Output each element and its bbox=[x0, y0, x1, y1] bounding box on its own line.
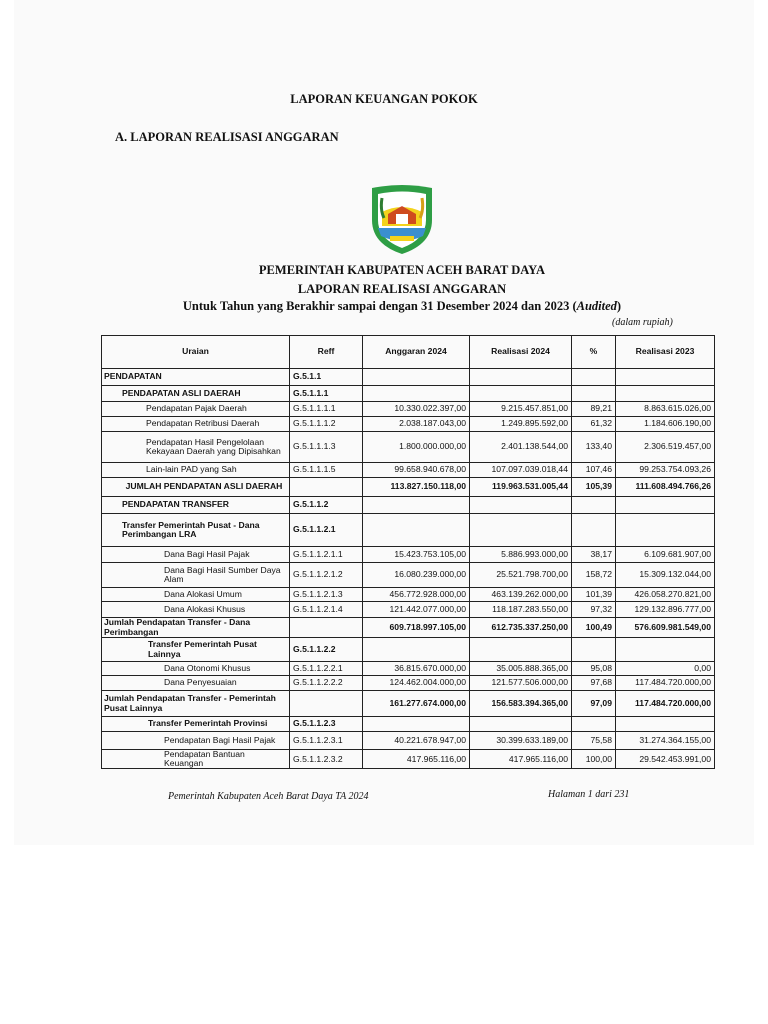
cell-percent: 97,32 bbox=[572, 602, 616, 618]
table-row bbox=[102, 588, 715, 602]
cell-reff: G.5.1.1.2.2.2 bbox=[290, 676, 363, 691]
cell-uraian: Pendapatan Retribusi Daerah bbox=[102, 417, 290, 432]
header-reff: Reff bbox=[290, 336, 363, 369]
header-uraian: Uraian bbox=[102, 336, 290, 369]
cell-percent: 89,21 bbox=[572, 402, 616, 417]
cell-anggaran-2024: 16.080.239.000,00 bbox=[363, 563, 470, 588]
table-row bbox=[102, 638, 715, 662]
cell-anggaran-2024: 2.038.187.043,00 bbox=[363, 417, 470, 432]
cell-realisasi-2024: 5.886.993.000,00 bbox=[470, 547, 572, 563]
table-row bbox=[102, 602, 715, 618]
cell-uraian: Dana Alokasi Khusus bbox=[102, 602, 290, 618]
cell-percent: 97,09 bbox=[572, 691, 616, 717]
table-row bbox=[102, 386, 715, 402]
cell-realisasi-2024: 9.215.457.851,00 bbox=[470, 402, 572, 417]
cell-anggaran-2024 bbox=[363, 497, 470, 514]
cell-reff: G.5.1.1.1.3 bbox=[290, 432, 363, 463]
cell-reff: G.5.1.1.2.3.1 bbox=[290, 732, 363, 750]
cell-realisasi-2023 bbox=[616, 369, 715, 386]
cell-reff: G.5.1.1.2.1.4 bbox=[290, 602, 363, 618]
cell-realisasi-2024 bbox=[470, 497, 572, 514]
cell-realisasi-2023: 6.109.681.907,00 bbox=[616, 547, 715, 563]
cell-realisasi-2023: 117.484.720.000,00 bbox=[616, 676, 715, 691]
cell-reff: G.5.1.1.2 bbox=[290, 497, 363, 514]
cell-percent: 97,68 bbox=[572, 676, 616, 691]
table-row bbox=[102, 563, 715, 588]
table-row bbox=[102, 514, 715, 547]
cell-percent bbox=[572, 514, 616, 547]
cell-uraian: JUMLAH PENDAPATAN ASLI DAERAH bbox=[102, 478, 290, 497]
cell-reff bbox=[290, 618, 363, 638]
cell-percent bbox=[572, 386, 616, 402]
budget-realization-table bbox=[101, 335, 715, 769]
header-realisasi-2023: Realisasi 2023 bbox=[616, 336, 715, 369]
report-title: LAPORAN REALISASI ANGGARAN bbox=[297, 282, 507, 296]
report-entity-title: PEMERINTAH KABUPATEN ACEH BARAT DAYA bbox=[258, 263, 546, 277]
cell-realisasi-2024 bbox=[470, 717, 572, 732]
cell-anggaran-2024: 99.658.940.678,00 bbox=[363, 463, 470, 478]
cell-percent: 158,72 bbox=[572, 563, 616, 588]
cell-realisasi-2024: 25.521.798.700,00 bbox=[470, 563, 572, 588]
cell-realisasi-2023: 0,00 bbox=[616, 662, 715, 676]
report-period-audited: Audited bbox=[576, 299, 617, 313]
report-period-prefix: Untuk Tahun yang Berakhir sampai dengan 31 Desember 2024 dan 2023 ( bbox=[182, 299, 577, 313]
cell-anggaran-2024: 36.815.670.000,00 bbox=[363, 662, 470, 676]
cell-realisasi-2023: 8.863.615.026,00 bbox=[616, 402, 715, 417]
cell-uraian: PENDAPATAN ASLI DAERAH bbox=[102, 386, 290, 402]
cell-realisasi-2024: 107.097.039.018,44 bbox=[470, 463, 572, 478]
cell-realisasi-2024: 121.577.506.000,00 bbox=[470, 676, 572, 691]
cell-realisasi-2024 bbox=[470, 369, 572, 386]
cell-realisasi-2023 bbox=[616, 386, 715, 402]
cell-anggaran-2024: 113.827.150.118,00 bbox=[363, 478, 470, 497]
table-row bbox=[102, 676, 715, 691]
cell-reff: G.5.1.1.2.1.1 bbox=[290, 547, 363, 563]
table-header-row bbox=[102, 336, 715, 369]
table-row bbox=[102, 432, 715, 463]
cell-percent: 38,17 bbox=[572, 547, 616, 563]
cell-realisasi-2023: 15.309.132.044,00 bbox=[616, 563, 715, 588]
cell-realisasi-2024: 463.139.262.000,00 bbox=[470, 588, 572, 602]
cell-uraian: Pendapatan Pajak Daerah bbox=[102, 402, 290, 417]
cell-anggaran-2024 bbox=[363, 717, 470, 732]
cell-percent: 105,39 bbox=[572, 478, 616, 497]
cell-uraian: Dana Bagi Hasil Sumber Daya Alam bbox=[102, 563, 290, 588]
cell-anggaran-2024 bbox=[363, 638, 470, 662]
cell-reff bbox=[290, 691, 363, 717]
cell-uraian: PENDAPATAN TRANSFER bbox=[102, 497, 290, 514]
cell-reff: G.5.1.1.2.1 bbox=[290, 514, 363, 547]
table-row bbox=[102, 618, 715, 638]
cell-uraian: Dana Bagi Hasil Pajak bbox=[102, 547, 290, 563]
table-row bbox=[102, 750, 715, 769]
report-period-suffix: ) bbox=[616, 299, 622, 313]
cell-uraian: Dana Otonomi Khusus bbox=[102, 662, 290, 676]
cell-realisasi-2023: 117.484.720.000,00 bbox=[616, 691, 715, 717]
cell-reff: G.5.1.1.2.2.1 bbox=[290, 662, 363, 676]
cell-uraian: Transfer Pemerintah Provinsi bbox=[102, 717, 290, 732]
aceh-barat-daya-emblem-icon bbox=[366, 184, 438, 256]
table-row bbox=[102, 717, 715, 732]
cell-percent bbox=[572, 717, 616, 732]
table-row bbox=[102, 478, 715, 497]
cell-percent bbox=[572, 497, 616, 514]
currency-note: (dalam rupiah) bbox=[612, 317, 673, 328]
cell-realisasi-2024 bbox=[470, 514, 572, 547]
report-period bbox=[0, 299, 768, 314]
cell-realisasi-2023: 29.542.453.991,00 bbox=[616, 750, 715, 769]
cell-reff bbox=[290, 478, 363, 497]
cell-realisasi-2024: 30.399.633.189,00 bbox=[470, 732, 572, 750]
cell-realisasi-2023 bbox=[616, 717, 715, 732]
cell-anggaran-2024: 10.330.022.397,00 bbox=[363, 402, 470, 417]
cell-reff: G.5.1.1.2.3 bbox=[290, 717, 363, 732]
cell-percent bbox=[572, 369, 616, 386]
cell-percent: 61,32 bbox=[572, 417, 616, 432]
cell-anggaran-2024: 456.772.928.000,00 bbox=[363, 588, 470, 602]
footer-page-number: Halaman 1 dari 231 bbox=[548, 789, 630, 800]
cell-percent: 101,39 bbox=[572, 588, 616, 602]
cell-uraian: Lain-lain PAD yang Sah bbox=[102, 463, 290, 478]
cell-anggaran-2024 bbox=[363, 369, 470, 386]
cell-realisasi-2024: 119.963.531.005,44 bbox=[470, 478, 572, 497]
header-anggaran-2024: Anggaran 2024 bbox=[363, 336, 470, 369]
table-row bbox=[102, 369, 715, 386]
cell-realisasi-2024: 612.735.337.250,00 bbox=[470, 618, 572, 638]
table-row bbox=[102, 547, 715, 563]
cell-percent: 100,49 bbox=[572, 618, 616, 638]
cell-realisasi-2023: 426.058.270.821,00 bbox=[616, 588, 715, 602]
cell-percent: 100,00 bbox=[572, 750, 616, 769]
table-row bbox=[102, 691, 715, 717]
cell-realisasi-2024: 1.249.895.592,00 bbox=[470, 417, 572, 432]
cell-realisasi-2024: 156.583.394.365,00 bbox=[470, 691, 572, 717]
cell-realisasi-2023: 576.609.981.549,00 bbox=[616, 618, 715, 638]
cell-realisasi-2023: 1.184.606.190,00 bbox=[616, 417, 715, 432]
cell-anggaran-2024: 161.277.674.000,00 bbox=[363, 691, 470, 717]
table-row bbox=[102, 463, 715, 478]
cell-anggaran-2024: 417.965.116,00 bbox=[363, 750, 470, 769]
cell-realisasi-2023: 129.132.896.777,00 bbox=[616, 602, 715, 618]
cell-reff: G.5.1.1.1 bbox=[290, 386, 363, 402]
cell-uraian: Jumlah Pendapatan Transfer - Pemerintah Pusat Lainnya bbox=[102, 691, 290, 717]
cell-uraian: Jumlah Pendapatan Transfer - Dana Perimbangan bbox=[102, 618, 290, 638]
cell-percent: 107,46 bbox=[572, 463, 616, 478]
cell-percent bbox=[572, 638, 616, 662]
cell-anggaran-2024: 40.221.678.947,00 bbox=[363, 732, 470, 750]
cell-anggaran-2024 bbox=[363, 514, 470, 547]
section-title: A. LAPORAN REALISASI ANGGARAN bbox=[115, 130, 339, 144]
cell-realisasi-2023: 99.253.754.093,26 bbox=[616, 463, 715, 478]
cell-realisasi-2024: 2.401.138.544,00 bbox=[470, 432, 572, 463]
cell-percent: 95,08 bbox=[572, 662, 616, 676]
cell-anggaran-2024 bbox=[363, 386, 470, 402]
cell-anggaran-2024: 1.800.000.000,00 bbox=[363, 432, 470, 463]
cell-reff: G.5.1.1.2.1.3 bbox=[290, 588, 363, 602]
cell-reff: G.5.1.1.2.2 bbox=[290, 638, 363, 662]
cell-realisasi-2023: 111.608.494.766,26 bbox=[616, 478, 715, 497]
cell-uraian: Pendapatan Bantuan Keuangan bbox=[102, 750, 290, 769]
header-realisasi-2024: Realisasi 2024 bbox=[470, 336, 572, 369]
cell-uraian: Pendapatan Hasil Pengelolaan Kekayaan Daerah yang Dipisahkan bbox=[102, 432, 290, 463]
cell-reff: G.5.1.1.1.2 bbox=[290, 417, 363, 432]
cell-percent: 75,58 bbox=[572, 732, 616, 750]
cell-percent: 133,40 bbox=[572, 432, 616, 463]
cell-anggaran-2024: 121.442.077.000,00 bbox=[363, 602, 470, 618]
cell-reff: G.5.1.1.1.1 bbox=[290, 402, 363, 417]
cell-uraian: Dana Alokasi Umum bbox=[102, 588, 290, 602]
cell-reff: G.5.1.1.2.3.2 bbox=[290, 750, 363, 769]
cell-realisasi-2024: 118.187.283.550,00 bbox=[470, 602, 572, 618]
cell-reff: G.5.1.1.2.1.2 bbox=[290, 563, 363, 588]
cell-realisasi-2023: 2.306.519.457,00 bbox=[616, 432, 715, 463]
cell-anggaran-2024: 124.462.004.000,00 bbox=[363, 676, 470, 691]
header-percent: % bbox=[572, 336, 616, 369]
document-heading: LAPORAN KEUANGAN POKOK bbox=[290, 92, 478, 106]
cell-uraian: Transfer Pemerintah Pusat Lainnya bbox=[102, 638, 290, 662]
cell-realisasi-2024 bbox=[470, 638, 572, 662]
table-row bbox=[102, 662, 715, 676]
cell-uraian: Transfer Pemerintah Pusat - Dana Perimbangan LRA bbox=[102, 514, 290, 547]
cell-reff: G.5.1.1.1.5 bbox=[290, 463, 363, 478]
cell-realisasi-2023 bbox=[616, 497, 715, 514]
cell-realisasi-2023 bbox=[616, 514, 715, 547]
cell-realisasi-2023: 31.274.364.155,00 bbox=[616, 732, 715, 750]
cell-uraian: Pendapatan Bagi Hasil Pajak bbox=[102, 732, 290, 750]
cell-uraian: Dana Penyesuaian bbox=[102, 676, 290, 691]
cell-realisasi-2023 bbox=[616, 638, 715, 662]
cell-anggaran-2024: 609.718.997.105,00 bbox=[363, 618, 470, 638]
cell-realisasi-2024: 35.005.888.365,00 bbox=[470, 662, 572, 676]
table-row bbox=[102, 732, 715, 750]
footer-entity: Pemerintah Kabupaten Aceh Barat Daya TA 2024 bbox=[168, 791, 369, 802]
cell-uraian: PENDAPATAN bbox=[102, 369, 290, 386]
cell-realisasi-2024 bbox=[470, 386, 572, 402]
table-row bbox=[102, 417, 715, 432]
table-row bbox=[102, 497, 715, 514]
table-row bbox=[102, 402, 715, 417]
cell-anggaran-2024: 15.423.753.105,00 bbox=[363, 547, 470, 563]
cell-realisasi-2024: 417.965.116,00 bbox=[470, 750, 572, 769]
cell-reff: G.5.1.1 bbox=[290, 369, 363, 386]
